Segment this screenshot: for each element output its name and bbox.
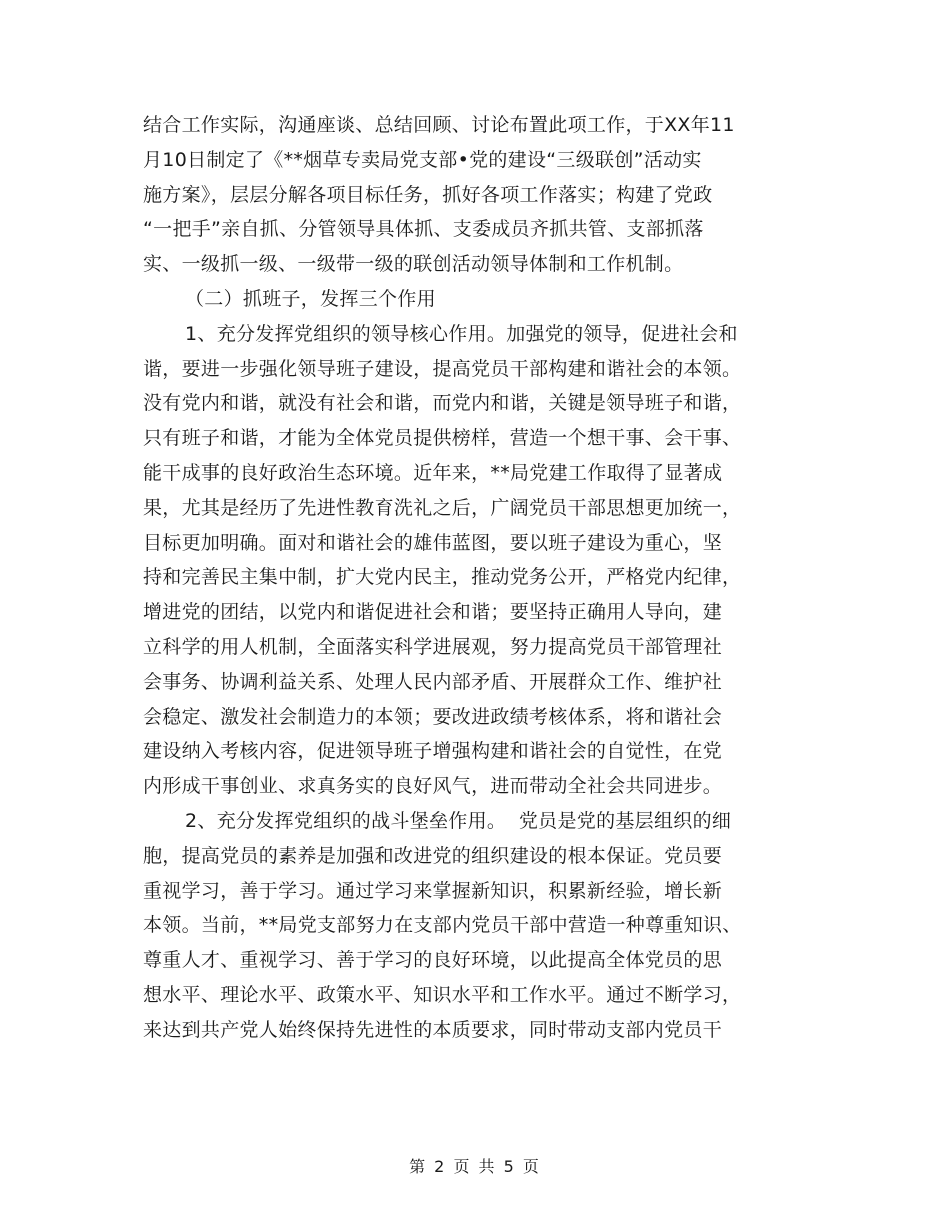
text-line: 施方案》，层层分解各项目标任务，抓好各项工作落实；构建了党政 (143, 183, 713, 206)
text-line: 谐，要进一步强化领导班子建设，提高党员干部构建和谐社会的本领。 (143, 357, 742, 380)
text-line: 能干成事的良好政治生态环境。近年来，**局党建工作取得了显著成 (143, 461, 723, 484)
text-line: 来达到共产党人始终保持先进性的本质要求，同时带动支部内党员干 (143, 1018, 723, 1041)
text-line: 持和完善民主集中制，扩大党内民主，推动党务公开，严格党内纪律， (143, 566, 742, 589)
paragraph-2 (143, 317, 813, 804)
text-line: 会事务、协调利益关系、处理人民内部矛盾、开展群众工作、维护社 (143, 670, 723, 693)
text-line: 想水平、理论水平、政策水平、知识水平和工作水平。通过不断学习， (143, 983, 742, 1006)
text-line: “一把手”亲自抓、分管领导具体抓、支委成员齐抓共管、支部抓落 (143, 218, 704, 241)
text-line: 实、一级抓一级、一级带一级的联创活动领导体制和工作机制。 (143, 253, 684, 276)
text-line: 结合工作实际，沟通座谈、总结回顾、讨论布置此项工作，于XX年11 (143, 114, 735, 136)
text-line: 重视学习，善于学习。通过学习来掌握新知识，积累新经验，增长新 (143, 879, 723, 902)
paragraph-1 (143, 108, 813, 282)
text-line: 立科学的用人机制，全面落实科学进展观，努力提高党员干部管理社 (143, 635, 723, 658)
text-line: 目标更加明确。面对和谐社会的雄伟蓝图，要以班子建设为重心，坚 (143, 531, 723, 554)
text-line: 果，尤其是经历了先进性教育洗礼之后，广阔党员干部思想更加统一， (143, 496, 742, 519)
text-line: 没有党内和谐，就没有社会和谐，而党内和谐，关键是领导班子和谐， (143, 392, 742, 415)
text-line: 2、充分发挥党组织的战斗堡垒作用。 党员是党的基层组织的细 (185, 809, 732, 832)
text-line: 胞，提高党员的素养是加强和改进党的组织建设的根本保证。党员要 (143, 844, 723, 867)
text-line: 尊重人才、重视学习、善于学习的良好环境，以此提高全体党员的思 (143, 949, 723, 972)
text-line: 月10日制定了《**烟草专卖局党支部•党的建设“三级联创”活动实 (143, 148, 702, 171)
document-body (143, 108, 813, 1048)
text-line: 只有班子和谐，才能为全体党员提供榜样，营造一个想干事、会干事、 (143, 427, 742, 450)
paragraph-3 (143, 804, 813, 1048)
text-line: 内形成干事创业、求真务实的良好风气，进而带动全社会共同进步。 (143, 775, 723, 798)
section-heading: （二）抓班子，发挥三个作用 (185, 287, 436, 310)
text-line: 会稳定、激发社会制造力的本领；要改进政绩考核体系，将和谐社会 (143, 705, 723, 728)
page-footer: 第 2 页 共 5 页 (409, 1157, 541, 1176)
text-line: 本领。当前，**局党支部努力在支部内党员干部中营造一种尊重知识、 (143, 914, 742, 937)
text-line: 增进党的团结，以党内和谐促进社会和谐；要坚持正确用人导向，建 (143, 601, 723, 624)
text-line: 1、充分发挥党组织的领导核心作用。加强党的领导，促进社会和 (185, 322, 738, 345)
text-line: 建设纳入考核内容，促进领导班子增强构建和谐社会的自觉性，在党 (143, 740, 723, 763)
